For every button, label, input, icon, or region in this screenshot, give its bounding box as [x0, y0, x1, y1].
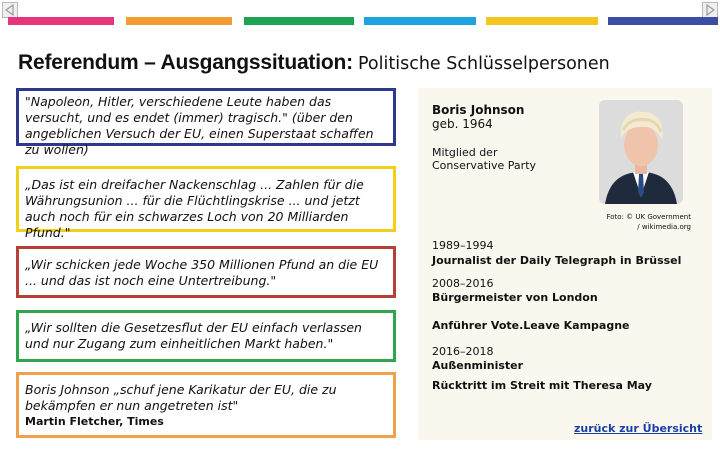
quote-text: "Napoleon, Hitler, verschiedene Leute haben das versucht, und es endet (immer) tragisch." (über den angeblichen Versuch der EU, einen Superstaat schaffen zu wollen) [25, 94, 374, 157]
quote-text: „Wir sollten die Gesetzesflut der EU einfach verlassen und nur Zugang zum einheitlichen Markt haben." [25, 320, 362, 351]
profile-party-line2: Conservative Party [432, 159, 537, 172]
quote-box [16, 372, 396, 438]
quote-text: Boris Johnson „schuf jene Karikatur der EU, die zu bekämpfen er nun angetreten ist" [25, 382, 337, 413]
quote-text: „Wir schicken jede Woche 350 Millionen Pfund an die EU ... und das ist noch eine Untertreibung." [25, 257, 379, 288]
color-bar [608, 17, 718, 25]
profile-born: geb. 1964 [432, 117, 493, 131]
color-bar [8, 17, 114, 25]
photo-credit [599, 212, 691, 232]
page-title-main: Referendum – Ausgangssituation: [18, 51, 353, 74]
quote-box [16, 246, 396, 298]
profile-name: Boris Johnson [432, 103, 525, 117]
quote-text: „Das ist ein dreifacher Nackenschlag ... Zahlen für die Währungsunion ... für die Flüchtlingskrise ... und jetzt auch noch für ein schwarzes Loch von 20 Milliarden Pfund." [25, 177, 364, 240]
timeline-role: Journalist der Daily Telegraph in Brüssel [432, 254, 682, 267]
page-title-sub: Politische Schlüsselpersonen [358, 54, 610, 74]
timeline-role: Rücktritt im Streit mit Theresa May [432, 379, 652, 392]
prev-slide-button[interactable] [2, 2, 18, 18]
quote-box [16, 166, 396, 240]
quote-source: Martin Fletcher, Times [25, 415, 164, 428]
back-to-overview-link[interactable]: zurück zur Übersicht [574, 422, 703, 435]
color-bar [126, 17, 232, 25]
photo-credit-line: / wikimedia.org [637, 223, 691, 231]
profile-party-line1: Mitglied der [432, 146, 498, 159]
profile-panel [418, 88, 712, 440]
quote-box [16, 310, 396, 362]
arrow-left-icon [3, 3, 17, 17]
timeline-period: 2016–2018 [432, 345, 494, 358]
timeline-role: Außenminister [432, 359, 524, 372]
color-bar [244, 17, 354, 25]
next-slide-button[interactable] [702, 2, 718, 18]
portrait-photo [599, 100, 683, 204]
arrow-right-icon [703, 3, 717, 17]
timeline-role: Anführer Vote.Leave Kampagne [432, 319, 630, 332]
color-bar [486, 17, 598, 25]
page-title [18, 51, 610, 75]
quote-box [16, 88, 396, 157]
timeline-role: Bürgermeister von London [432, 291, 598, 304]
person-portrait-icon [599, 100, 683, 204]
timeline-period: 1989–1994 [432, 239, 494, 252]
color-bar [364, 17, 476, 25]
photo-credit-line: Foto: © UK Government [606, 213, 691, 221]
color-bars [8, 17, 718, 25]
timeline-period: 2008–2016 [432, 277, 494, 290]
